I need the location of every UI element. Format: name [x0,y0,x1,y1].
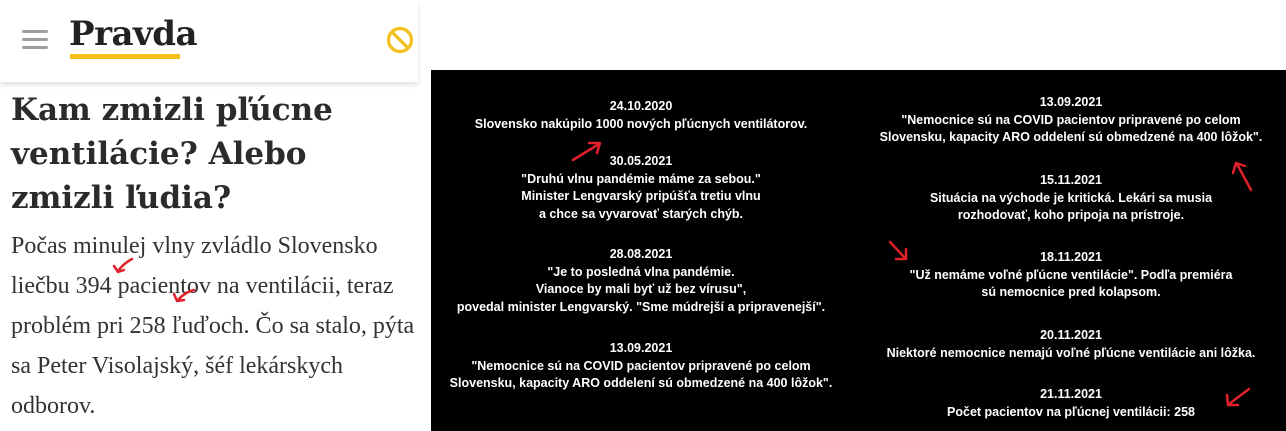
timeline-entry [861,386,1281,421]
annotation-arrow-394 [110,255,136,277]
logo-underline [70,54,180,59]
entry-text: "Druhú vlnu pandémie máme za sebou." Minister Lengvarský pripúšťa tretiu vlnu a chce sa vyvarovať starých chýb. [521,171,761,221]
entry-text: "Už nemáme voľné pľúcne ventilácie". Podľa premiéra sú nemocnice pred kolapsom. [909,267,1233,299]
entry-date: 20.11.2021 [1040,328,1102,342]
timeline-entry [861,327,1281,362]
annotation-arrow-1000-ventilators [569,138,605,164]
site-logo[interactable]: Pravda [69,14,198,54]
annotation-arrow-400-beds [1229,158,1257,194]
hamburger-menu-icon[interactable] [22,30,48,50]
entry-date: 18.11.2021 [1040,250,1102,264]
entry-date: 30.05.2021 [609,154,673,168]
timeline-entry [431,153,851,223]
entry-date: 15.11.2021 [1040,173,1102,187]
timeline-entry [431,340,851,393]
entry-text: "Nemocnice sú na COVID pacientov pripravené po celom Slovensku, kapacity ARO oddelení sú obmedzené na 400 lôžok". [449,358,833,390]
entry-text: Niektoré nemocnice nemajú voľné pľúcne ventilácie ani lôžka. [886,345,1256,360]
top-app-bar [0,0,418,82]
entry-text: Počet pacientov na pľúcnej ventilácii: 258 [947,404,1195,419]
no-entry-icon[interactable] [385,25,415,55]
entry-text: Slovensko nakúpilo 1000 nových pľúcnych ventilátorov. [474,116,808,131]
entry-date: 28.08.2021 [609,247,673,261]
entry-text: "Nemocnice sú na COVID pacientov pripravené po celom Slovensku, kapacity ARO oddelení sú obmedzené na 400 lôžok". [879,112,1263,144]
timeline-entry [861,172,1281,225]
timeline-entry [861,249,1281,302]
article-headline[interactable]: Kam zmizli pľúcne ventilácie? Alebo zmizli ľudia? [11,92,333,216]
entry-text: "Je to posledná vlna pandémie. Vianoce by mali byť už bez vírusu", povedal minister Lengvarský. "Sme múdrejší a pripravenejší". [456,264,826,314]
entry-date: 24.10.2020 [609,99,673,113]
article-lead: Počas minulej vlny zvládlo Slovensko liečbu 394 pacientov na ventilácii, teraz problém pri 258 ľuďoch. Čo sa stalo, pýta sa Peter Visolajský, šéf lekárskych odborov. [11,233,415,419]
entry-text: Situácia na východe je kritická. Lekári sa musia rozhodovať, koho pripoja na prístroje. [929,190,1213,222]
entry-date: 21.11.2021 [1040,387,1102,401]
timeline-entry [861,94,1281,147]
annotation-arrow-258-patients [1223,385,1253,409]
annotation-arrow-258 [170,286,198,308]
annotation-arrow-no-ventilators [886,238,910,264]
timeline-entry [431,246,851,316]
timeline-panel [431,70,1286,431]
entry-date: 13.09.2021 [1039,95,1103,109]
entry-date: 13.09.2021 [609,341,673,355]
timeline-entry [431,98,851,133]
article-panel [0,0,430,431]
